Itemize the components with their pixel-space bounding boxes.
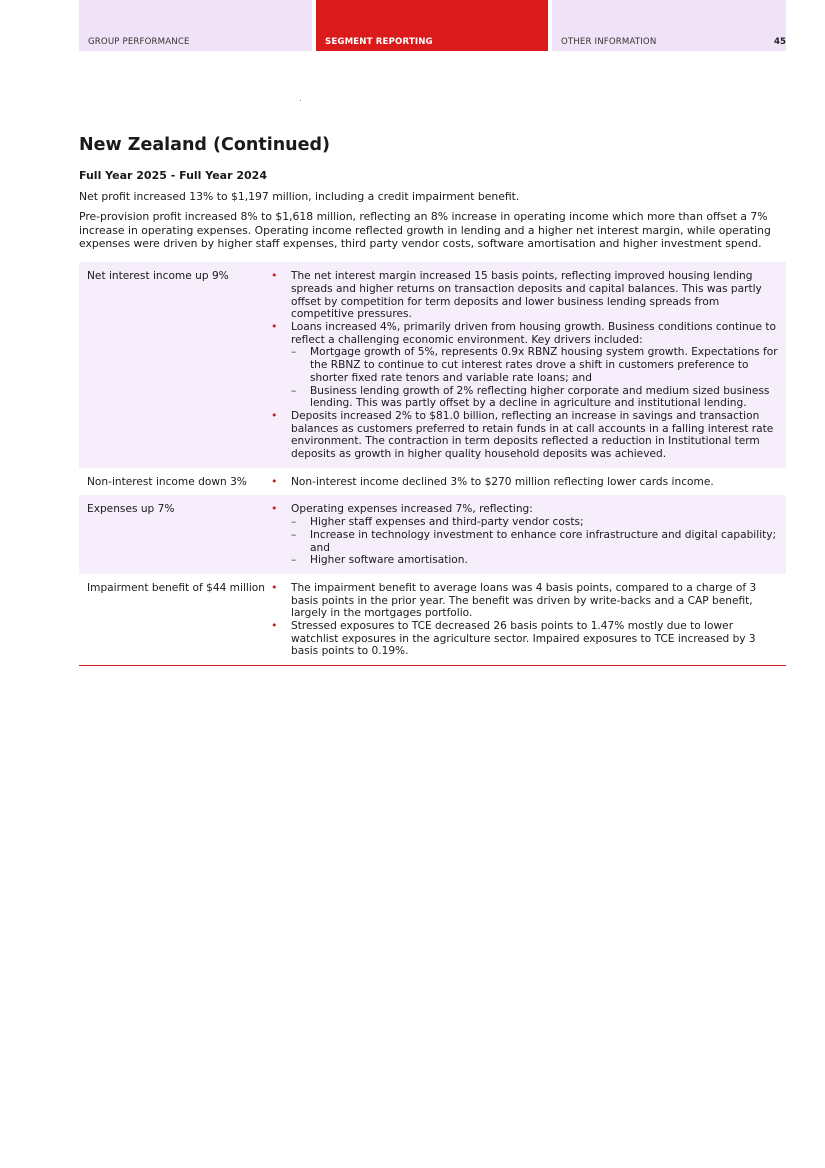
row-body xyxy=(271,574,786,666)
sub-list xyxy=(291,346,778,410)
row-label: Impairment benefit of $44 million xyxy=(79,574,271,666)
tab-group-performance[interactable] xyxy=(79,0,312,51)
bullet-list xyxy=(271,270,778,461)
tab-label: GROUP PERFORMANCE xyxy=(88,37,190,47)
sub-item: – Mortgage growth of 5%, represents 0.9x RBNZ housing system growth. Expectations for the RBNZ to continue to cut interest rates drove a shift in customers preference to shorter fixed rate tenors and variable rate loans; and xyxy=(291,346,778,384)
sub-item: – Increase in technology investment to enhance core infrastructure and digital capability; and xyxy=(291,529,778,554)
decorative-dot xyxy=(300,100,301,101)
sub-item: – Higher software amortisation. xyxy=(291,554,778,567)
bullet-item: • Deposits increased 2% to $81.0 billion, reflecting an increase in savings and transaction balances as customers preferred to retain funds in at call accounts in a falling interest rate environment. The contraction in term deposits reflected a reduction in Institutional term deposits as growth in higher quality household deposits was achieved. xyxy=(271,410,778,461)
bullet-item: • Stressed exposures to TCE decreased 26 basis points to 1.47% mostly due to lower watchlist exposures in the agriculture sector. Impaired exposures to TCE increased by 3 basis points to 0.19%. xyxy=(271,620,778,658)
sub-list xyxy=(291,516,778,567)
table-row-non-interest-income xyxy=(79,468,786,496)
table-row-impairment xyxy=(79,574,786,666)
sub-item: – Higher staff expenses and third-party vendor costs; xyxy=(291,516,778,529)
bullet-text: Operating expenses increased 7%, reflecting: xyxy=(291,503,533,516)
summary-paragraph-pre-provision: Pre-provision profit increased 8% to $1,618 million, reflecting an 8% increase in operating income which more than offset a 7% increase in operating expenses. Operating income reflected growth in lending and a higher net interest margin, while operating expenses were driven by higher staff expenses, third party vendor costs, software amortisation and higher investment spend. xyxy=(79,210,771,250)
bullet-list xyxy=(271,503,778,567)
table-row-net-interest-income xyxy=(79,262,786,468)
bullet-item: • The net interest margin increased 15 basis points, reflecting improved housing lending spreads and higher returns on transaction deposits and capital balances. This was partly offset by competition for term deposits and lower business lending spreads from competitive pressures. xyxy=(271,270,778,321)
tab-label: OTHER INFORMATION xyxy=(561,37,657,47)
page-title: New Zealand (Continued) xyxy=(79,135,331,155)
row-body xyxy=(271,495,786,574)
top-navigation xyxy=(79,0,786,51)
page-number: 45 xyxy=(774,37,786,47)
sub-item: – Business lending growth of 2% reflecting higher corporate and medium sized business lending. This was partly offset by a decline in agriculture and institutional lending. xyxy=(291,385,778,410)
summary-paragraph-net-profit: Net profit increased 13% to $1,197 million, including a credit impairment benefit. xyxy=(79,190,520,203)
bullet-item xyxy=(271,321,778,410)
main-content xyxy=(79,135,786,666)
bullet-item: • Non-interest income declined 3% to $270 million reflecting lower cards income. xyxy=(271,476,778,489)
bullet-text: Loans increased 4%, primarily driven from housing growth. Business conditions continue to reflect a challenging economic environment. Key drivers included: xyxy=(291,321,776,346)
row-label: Net interest income up 9% xyxy=(79,262,271,468)
bullet-list xyxy=(271,582,778,658)
bullet-item: • The impairment benefit to average loans was 4 basis points, compared to a charge of 3 basis points in the prior year. The benefit was driven by write-backs and a CAP benefit, largely in the mortgages portfolio. xyxy=(271,582,778,620)
period-subtitle: Full Year 2025 - Full Year 2024 xyxy=(79,169,267,182)
tab-other-information[interactable] xyxy=(552,0,786,51)
tab-label: SEGMENT REPORTING xyxy=(325,37,433,47)
row-label: Expenses up 7% xyxy=(79,495,271,574)
row-body xyxy=(271,262,786,468)
bullet-list xyxy=(271,476,778,489)
table-row-expenses xyxy=(79,495,786,574)
row-body xyxy=(271,468,786,496)
performance-drivers-table xyxy=(79,262,786,666)
tab-segment-reporting[interactable] xyxy=(316,0,548,51)
bullet-item xyxy=(271,503,778,567)
row-label: Non-interest income down 3% xyxy=(87,475,247,488)
